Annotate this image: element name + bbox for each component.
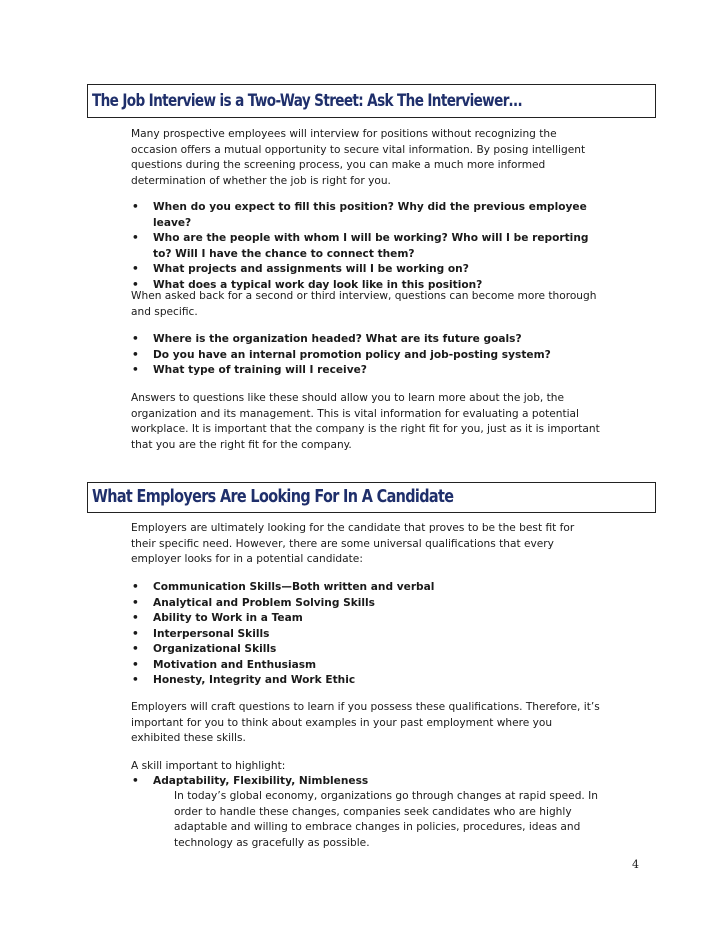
interview-intro-paragraph: Many prospective employees will interview for positions without recognizing the occasion offers a mutual opportunity to secure vital information. By posing intelligent questions during the screening process, you can make a much more informed determination of whether the job is right for you. (131, 128, 586, 187)
bullet-icon: • (132, 364, 139, 376)
bullet-icon: • (132, 674, 139, 686)
highlight-text: In today’s global economy, organizations go through changes at rapid speed. In order to handle these changes, companies seek candidates who are highly adaptable and willing to embrace changes in policies, procedures, ideas and technology as gracefully as possible. (174, 790, 598, 849)
interview-closing-paragraph: Answers to questions like these should allow you to learn more about the job, the organization and its management. This is vital information for evaluating a potential workplace. It is important that the company is the right fit for you, just as it is important that you are the right fit for the company. (131, 392, 600, 451)
page-number: 4 (632, 858, 639, 871)
highlight-intro: A skill important to highlight: (131, 760, 286, 772)
bullet-icon: • (132, 232, 139, 244)
employers-intro-paragraph: Employers are ultimately looking for the candidate that proves to be the best fit for their specific need. However, there are some universal qualifications that every employer looks for in a potential candidate: (131, 522, 575, 565)
list-item: • Honesty, Integrity and Work Ethic (131, 673, 601, 689)
list-item: • Ability to Work in a Team (131, 611, 601, 627)
list-item: • Communication Skills—Both written and verbal (131, 580, 601, 596)
list-item: • Motivation and Enthusiasm (131, 658, 601, 674)
list-item: • When do you expect to fill this position? Why did the previous employee leave? (132, 201, 587, 229)
list-item: • Analytical and Problem Solving Skills (131, 596, 601, 612)
list-item: • Do you have an internal promotion policy and job-posting system? (131, 348, 601, 364)
highlight-section (131, 759, 601, 775)
list-item (131, 774, 601, 790)
bullet-icon: • (132, 658, 139, 671)
highlight-description (131, 789, 601, 851)
bullet-icon: • (132, 278, 139, 291)
interview-questions-list (131, 200, 601, 293)
bullet-icon: • (132, 333, 139, 345)
interview-followup (131, 289, 601, 320)
list-item: • What type of training will I receive? (131, 363, 601, 379)
bullet-icon: • (132, 201, 139, 213)
highlight-title: Adaptability, Flexibility, Nimbleness (153, 775, 369, 787)
bullet-icon: • (132, 627, 139, 640)
bullet-icon: • (132, 643, 139, 655)
section-heading-employers: What Employers Are Looking For In A Candidate (92, 486, 454, 507)
employers-followup (131, 700, 601, 747)
employers-intro (131, 521, 601, 568)
interview-closing (131, 391, 601, 453)
section-heading-box-interview (87, 84, 656, 118)
list-item: • What projects and assignments will I be working on? (131, 262, 601, 278)
list-item: • Who are the people with whom I will be working? Who will I be reporting to? Will I have the chance to connect them? (132, 232, 589, 260)
bullet-icon: • (132, 581, 139, 593)
list-item: • Where is the organization headed? What are its future goals? (131, 332, 601, 348)
qualifications-list (131, 580, 601, 689)
section-heading-box-employers (87, 482, 656, 513)
bullet-icon: • (132, 596, 139, 609)
section-heading-interview: The Job Interview is a Two-Way Street: Ask The Interviewer… (92, 91, 522, 111)
list-item: • Organizational Skills (131, 642, 601, 658)
bullet-icon: • (132, 263, 139, 275)
section-interview-content (131, 127, 601, 189)
bullet-icon: • (132, 775, 139, 787)
bullet-icon: • (132, 348, 139, 361)
interview-followup-paragraph: When asked back for a second or third interview, questions can become more thorough and specific. (131, 290, 597, 318)
list-item: • Interpersonal Skills (131, 627, 601, 643)
followup-questions-list (131, 332, 601, 379)
employers-followup-paragraph: Employers will craft questions to learn if you possess these qualifications. Therefore, it’s important for you to think about examples in your past employment where you exhibited these skills. (131, 701, 600, 744)
bullet-icon: • (132, 612, 139, 624)
highlight-list (131, 774, 601, 790)
list-item: • What does a typical work day look like in this position? (131, 278, 601, 294)
